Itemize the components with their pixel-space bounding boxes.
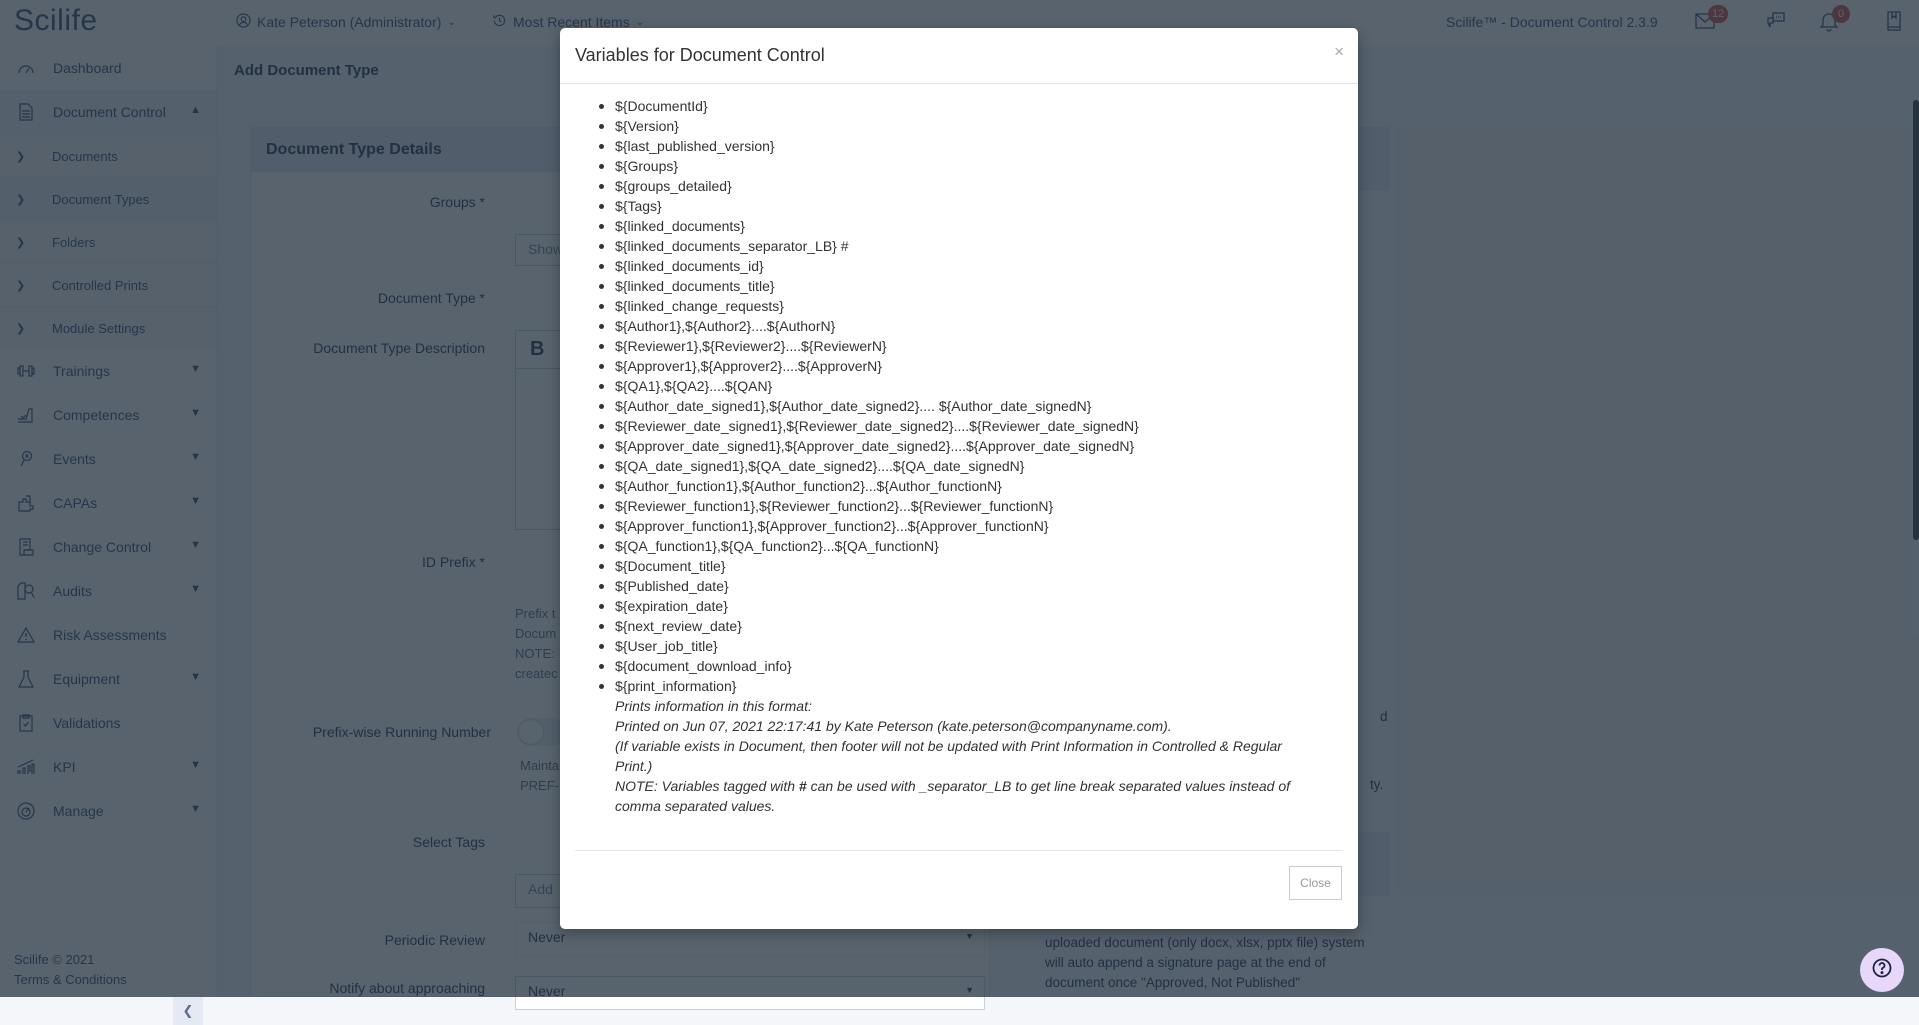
variable-item: ${groups_detailed}	[615, 176, 1343, 196]
modal-title: Variables for Document Control	[575, 45, 825, 65]
variable-item: ${linked_change_requests}	[615, 296, 1343, 316]
variable-item: ${Author_function1},${Author_function2}...${Author_functionN}	[615, 476, 1343, 496]
variable-item: ${Approver_date_signed1},${Approver_date_signed2}....${Approver_date_signedN}	[615, 436, 1343, 456]
variable-item: ${document_download_info}	[615, 656, 1343, 676]
variable-item: ${Groups}	[615, 156, 1343, 176]
print-format-intro: Prints information in this format:	[615, 698, 812, 714]
variable-item: ${Author_date_signed1},${Author_date_signed2}.... ${Author_date_signedN}	[615, 396, 1343, 416]
variable-item: ${expiration_date}	[615, 596, 1343, 616]
separator-note: NOTE: Variables tagged with # can be used with _separator_LB to get line break separated values instead of comma separated values.	[615, 778, 1291, 814]
modal-body	[560, 84, 1358, 816]
variable-item: ${Approver1},${Approver2}....${ApproverN}	[615, 356, 1343, 376]
variable-item: ${print_information}	[615, 676, 1343, 696]
help-icon	[1872, 958, 1892, 983]
variable-item: ${Tags}	[615, 196, 1343, 216]
footer-note: (If variable exists in Document, then footer will not be updated with Print Information in Controlled & Regular Print.)	[615, 738, 1282, 774]
variable-item: ${Reviewer_function1},${Reviewer_function2}...${Reviewer_functionN}	[615, 496, 1343, 516]
variable-item: ${QA_function1},${QA_function2}...${QA_functionN}	[615, 536, 1343, 556]
variable-item: ${DocumentId}	[615, 96, 1343, 116]
variable-item: ${User_job_title}	[615, 636, 1343, 656]
modal-header	[560, 28, 1358, 84]
variable-item: ${QA_date_signed1},${QA_date_signed2}....${QA_date_signedN}	[615, 456, 1343, 476]
variable-item: ${QA1},${QA2}....${QAN}	[615, 376, 1343, 396]
print-format-example: Printed on Jun 07, 2021 22:17:41 by Kate Peterson (kate.peterson@companyname.com).	[615, 718, 1172, 734]
close-button[interactable]: Close	[1289, 866, 1342, 900]
collapse-sidebar-button[interactable]	[173, 997, 203, 1025]
variable-item: ${next_review_date}	[615, 616, 1343, 636]
help-button[interactable]	[1860, 948, 1904, 992]
hash-tag: #	[798, 778, 807, 794]
variable-item: ${Author1},${Author2}....${AuthorN}	[615, 316, 1343, 336]
variable-item: ${linked_documents_title}	[615, 276, 1343, 296]
variable-item: ${Published_date}	[615, 576, 1343, 596]
variables-modal	[560, 28, 1358, 929]
variable-item: ${Document_title}	[615, 556, 1343, 576]
variable-item: ${Reviewer1},${Reviewer2}....${ReviewerN}	[615, 336, 1343, 356]
variable-item: ${Approver_function1},${Approver_function2}...${Approver_functionN}	[615, 516, 1343, 536]
variable-item: ${last_published_version}	[615, 136, 1343, 156]
variable-item: ${linked_documents_separator_LB} #	[615, 236, 1343, 256]
variable-item: ${Reviewer_date_signed1},${Reviewer_date_signed2}....${Reviewer_date_signedN}	[615, 416, 1343, 436]
variables-list	[575, 96, 1343, 696]
modal-divider	[575, 850, 1343, 851]
variable-item: ${Version}	[615, 116, 1343, 136]
chevron-left-icon: ❮	[182, 1003, 194, 1018]
variable-item: ${linked_documents}	[615, 216, 1343, 236]
variable-item: ${linked_documents_id}	[615, 256, 1343, 276]
close-icon[interactable]: ×	[1334, 42, 1344, 61]
